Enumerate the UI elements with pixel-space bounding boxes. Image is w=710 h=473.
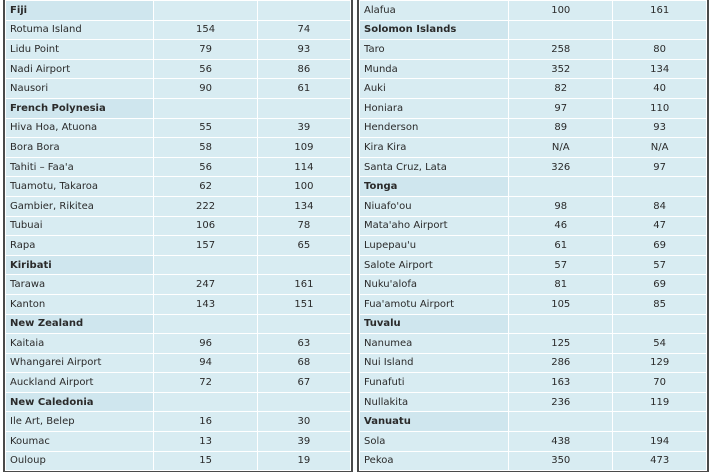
left-table-panel bbox=[3, 0, 353, 472]
value-1-cell: 57 bbox=[509, 255, 613, 275]
empty-cell bbox=[613, 177, 707, 197]
group-header-row bbox=[360, 314, 707, 334]
station-name-cell: Koumac bbox=[6, 432, 154, 452]
group-header-row bbox=[360, 20, 707, 40]
value-1-cell: 56 bbox=[154, 157, 258, 177]
station-name-cell: Salote Airport bbox=[360, 255, 509, 275]
table-row bbox=[360, 353, 707, 373]
station-name-cell: Tahiti – Faa'a bbox=[6, 157, 154, 177]
group-name-cell: Fiji bbox=[6, 1, 154, 21]
station-name-cell: Kanton bbox=[6, 294, 154, 314]
value-2-cell: 69 bbox=[613, 275, 707, 295]
group-name-cell: Kiribati bbox=[6, 255, 154, 275]
value-1-cell: 96 bbox=[154, 334, 258, 354]
value-1-cell: 143 bbox=[154, 294, 258, 314]
value-2-cell: 61 bbox=[257, 79, 350, 99]
empty-cell bbox=[613, 314, 707, 334]
value-1-cell: 154 bbox=[154, 20, 258, 40]
value-1-cell: 56 bbox=[154, 59, 258, 79]
value-1-cell: 15 bbox=[154, 451, 258, 471]
value-1-cell: 58 bbox=[154, 138, 258, 158]
table-row bbox=[360, 59, 707, 79]
station-name-cell: Funafuti bbox=[360, 373, 509, 393]
table-row bbox=[360, 98, 707, 118]
table-row bbox=[360, 294, 707, 314]
station-name-cell: Gambier, Rikitea bbox=[6, 196, 154, 216]
station-name-cell: Santa Cruz, Lata bbox=[360, 157, 509, 177]
value-1-cell: 79 bbox=[154, 40, 258, 60]
value-1-cell: 438 bbox=[509, 432, 613, 452]
table-row bbox=[360, 373, 707, 393]
group-header-row bbox=[360, 177, 707, 197]
value-2-cell: 119 bbox=[613, 392, 707, 412]
table-row bbox=[6, 118, 351, 138]
station-name-cell: Ile Art, Belep bbox=[6, 412, 154, 432]
value-2-cell: 151 bbox=[257, 294, 350, 314]
value-2-cell: 86 bbox=[257, 59, 350, 79]
right-table-body bbox=[360, 1, 707, 471]
empty-cell bbox=[154, 255, 258, 275]
station-name-cell: Bora Bora bbox=[6, 138, 154, 158]
station-name-cell: Rotuma Island bbox=[6, 20, 154, 40]
station-name-cell: Nuku'alofa bbox=[360, 275, 509, 295]
station-name-cell: Sola bbox=[360, 432, 509, 452]
station-name-cell: Rapa bbox=[6, 236, 154, 256]
station-name-cell: Alafua bbox=[360, 1, 509, 21]
value-2-cell: 161 bbox=[613, 1, 707, 21]
value-1-cell: 97 bbox=[509, 98, 613, 118]
empty-cell bbox=[509, 20, 613, 40]
value-1-cell: 61 bbox=[509, 236, 613, 256]
table-row bbox=[6, 275, 351, 295]
value-1-cell: 82 bbox=[509, 79, 613, 99]
station-name-cell: Nui Island bbox=[360, 353, 509, 373]
table-row bbox=[6, 157, 351, 177]
group-name-cell: Solomon Islands bbox=[360, 20, 509, 40]
table-row bbox=[6, 196, 351, 216]
value-2-cell: 57 bbox=[613, 255, 707, 275]
group-name-cell: New Caledonia bbox=[6, 392, 154, 412]
station-name-cell: Mata'aho Airport bbox=[360, 216, 509, 236]
value-2-cell: 473 bbox=[613, 451, 707, 471]
value-1-cell: 236 bbox=[509, 392, 613, 412]
empty-cell bbox=[509, 314, 613, 334]
table-row bbox=[360, 1, 707, 21]
table-row bbox=[360, 432, 707, 452]
value-2-cell: 47 bbox=[613, 216, 707, 236]
value-1-cell: 163 bbox=[509, 373, 613, 393]
value-2-cell: 54 bbox=[613, 334, 707, 354]
empty-cell bbox=[257, 255, 350, 275]
value-2-cell: 68 bbox=[257, 353, 350, 373]
station-name-cell: Nanumea bbox=[360, 334, 509, 354]
group-header-row bbox=[6, 392, 351, 412]
table-row bbox=[6, 334, 351, 354]
value-1-cell: 258 bbox=[509, 40, 613, 60]
value-1-cell: 350 bbox=[509, 451, 613, 471]
empty-cell bbox=[613, 412, 707, 432]
table-row bbox=[360, 451, 707, 471]
value-2-cell: 80 bbox=[613, 40, 707, 60]
table-row bbox=[360, 392, 707, 412]
value-1-cell: N/A bbox=[509, 138, 613, 158]
value-2-cell: 93 bbox=[613, 118, 707, 138]
value-2-cell: 100 bbox=[257, 177, 350, 197]
value-2-cell: 93 bbox=[257, 40, 350, 60]
value-1-cell: 105 bbox=[509, 294, 613, 314]
empty-cell bbox=[257, 1, 350, 21]
empty-cell bbox=[509, 177, 613, 197]
value-1-cell: 55 bbox=[154, 118, 258, 138]
station-name-cell: Pekoa bbox=[360, 451, 509, 471]
empty-cell bbox=[257, 98, 350, 118]
value-2-cell: 85 bbox=[613, 294, 707, 314]
value-1-cell: 157 bbox=[154, 236, 258, 256]
group-header-row bbox=[6, 98, 351, 118]
table-row bbox=[360, 255, 707, 275]
table-row bbox=[6, 138, 351, 158]
empty-cell bbox=[613, 20, 707, 40]
value-1-cell: 72 bbox=[154, 373, 258, 393]
group-header-row bbox=[6, 255, 351, 275]
group-header-row bbox=[6, 1, 351, 21]
table-row bbox=[6, 177, 351, 197]
value-1-cell: 222 bbox=[154, 196, 258, 216]
value-2-cell: 63 bbox=[257, 334, 350, 354]
value-2-cell: 39 bbox=[257, 432, 350, 452]
right-data-table bbox=[359, 0, 707, 471]
value-2-cell: 134 bbox=[613, 59, 707, 79]
value-1-cell: 98 bbox=[509, 196, 613, 216]
table-row bbox=[6, 79, 351, 99]
table-row bbox=[6, 412, 351, 432]
table-row bbox=[6, 59, 351, 79]
station-name-cell: Hiva Hoa, Atuona bbox=[6, 118, 154, 138]
table-row bbox=[6, 294, 351, 314]
table-row bbox=[6, 216, 351, 236]
station-name-cell: Whangarei Airport bbox=[6, 353, 154, 373]
value-2-cell: 67 bbox=[257, 373, 350, 393]
empty-cell bbox=[154, 392, 258, 412]
value-2-cell: 40 bbox=[613, 79, 707, 99]
value-2-cell: 70 bbox=[613, 373, 707, 393]
value-2-cell: 97 bbox=[613, 157, 707, 177]
value-2-cell: 74 bbox=[257, 20, 350, 40]
table-row bbox=[360, 236, 707, 256]
group-header-row bbox=[6, 314, 351, 334]
right-table-panel bbox=[357, 0, 709, 472]
station-name-cell: Taro bbox=[360, 40, 509, 60]
table-row bbox=[360, 40, 707, 60]
value-2-cell: 161 bbox=[257, 275, 350, 295]
station-name-cell: Ouloup bbox=[6, 451, 154, 471]
station-name-cell: Kira Kira bbox=[360, 138, 509, 158]
value-1-cell: 90 bbox=[154, 79, 258, 99]
table-row bbox=[360, 138, 707, 158]
value-2-cell: 19 bbox=[257, 451, 350, 471]
value-2-cell: 69 bbox=[613, 236, 707, 256]
station-name-cell: Nullakita bbox=[360, 392, 509, 412]
empty-cell bbox=[257, 314, 350, 334]
value-1-cell: 89 bbox=[509, 118, 613, 138]
station-name-cell: Nadi Airport bbox=[6, 59, 154, 79]
value-1-cell: 81 bbox=[509, 275, 613, 295]
value-2-cell: N/A bbox=[613, 138, 707, 158]
value-1-cell: 106 bbox=[154, 216, 258, 236]
value-1-cell: 352 bbox=[509, 59, 613, 79]
table-row bbox=[6, 432, 351, 452]
value-1-cell: 46 bbox=[509, 216, 613, 236]
value-2-cell: 84 bbox=[613, 196, 707, 216]
value-2-cell: 78 bbox=[257, 216, 350, 236]
empty-cell bbox=[154, 1, 258, 21]
station-name-cell: Munda bbox=[360, 59, 509, 79]
empty-cell bbox=[154, 98, 258, 118]
station-name-cell: Henderson bbox=[360, 118, 509, 138]
station-name-cell: Tuamotu, Takaroa bbox=[6, 177, 154, 197]
value-1-cell: 16 bbox=[154, 412, 258, 432]
value-1-cell: 13 bbox=[154, 432, 258, 452]
value-1-cell: 326 bbox=[509, 157, 613, 177]
value-1-cell: 247 bbox=[154, 275, 258, 295]
left-table-body bbox=[6, 1, 351, 471]
table-row bbox=[6, 20, 351, 40]
station-name-cell: Kaitaia bbox=[6, 334, 154, 354]
value-2-cell: 30 bbox=[257, 412, 350, 432]
table-row bbox=[6, 353, 351, 373]
value-1-cell: 100 bbox=[509, 1, 613, 21]
station-name-cell: Auckland Airport bbox=[6, 373, 154, 393]
table-row bbox=[360, 157, 707, 177]
station-name-cell: Tarawa bbox=[6, 275, 154, 295]
table-row bbox=[360, 275, 707, 295]
station-name-cell: Fua'amotu Airport bbox=[360, 294, 509, 314]
station-name-cell: Lupepau'u bbox=[360, 236, 509, 256]
table-row bbox=[360, 196, 707, 216]
value-2-cell: 129 bbox=[613, 353, 707, 373]
group-name-cell: New Zealand bbox=[6, 314, 154, 334]
group-name-cell: French Polynesia bbox=[6, 98, 154, 118]
station-name-cell: Tubuai bbox=[6, 216, 154, 236]
table-row bbox=[360, 118, 707, 138]
station-name-cell: Auki bbox=[360, 79, 509, 99]
value-2-cell: 109 bbox=[257, 138, 350, 158]
empty-cell bbox=[257, 392, 350, 412]
value-2-cell: 114 bbox=[257, 157, 350, 177]
station-name-cell: Niuafo'ou bbox=[360, 196, 509, 216]
table-row bbox=[6, 373, 351, 393]
value-1-cell: 62 bbox=[154, 177, 258, 197]
group-name-cell: Tuvalu bbox=[360, 314, 509, 334]
table-row bbox=[360, 216, 707, 236]
value-2-cell: 65 bbox=[257, 236, 350, 256]
table-row bbox=[360, 79, 707, 99]
value-2-cell: 110 bbox=[613, 98, 707, 118]
table-row bbox=[6, 451, 351, 471]
value-2-cell: 39 bbox=[257, 118, 350, 138]
group-header-row bbox=[360, 412, 707, 432]
value-2-cell: 194 bbox=[613, 432, 707, 452]
group-name-cell: Tonga bbox=[360, 177, 509, 197]
station-name-cell: Nausori bbox=[6, 79, 154, 99]
empty-cell bbox=[154, 314, 258, 334]
value-1-cell: 286 bbox=[509, 353, 613, 373]
value-1-cell: 125 bbox=[509, 334, 613, 354]
group-name-cell: Vanuatu bbox=[360, 412, 509, 432]
value-2-cell: 134 bbox=[257, 196, 350, 216]
table-row bbox=[6, 236, 351, 256]
table-row bbox=[6, 40, 351, 60]
station-name-cell: Honiara bbox=[360, 98, 509, 118]
table-row bbox=[360, 334, 707, 354]
value-1-cell: 94 bbox=[154, 353, 258, 373]
empty-cell bbox=[509, 412, 613, 432]
left-data-table bbox=[5, 0, 351, 471]
station-name-cell: Lidu Point bbox=[6, 40, 154, 60]
